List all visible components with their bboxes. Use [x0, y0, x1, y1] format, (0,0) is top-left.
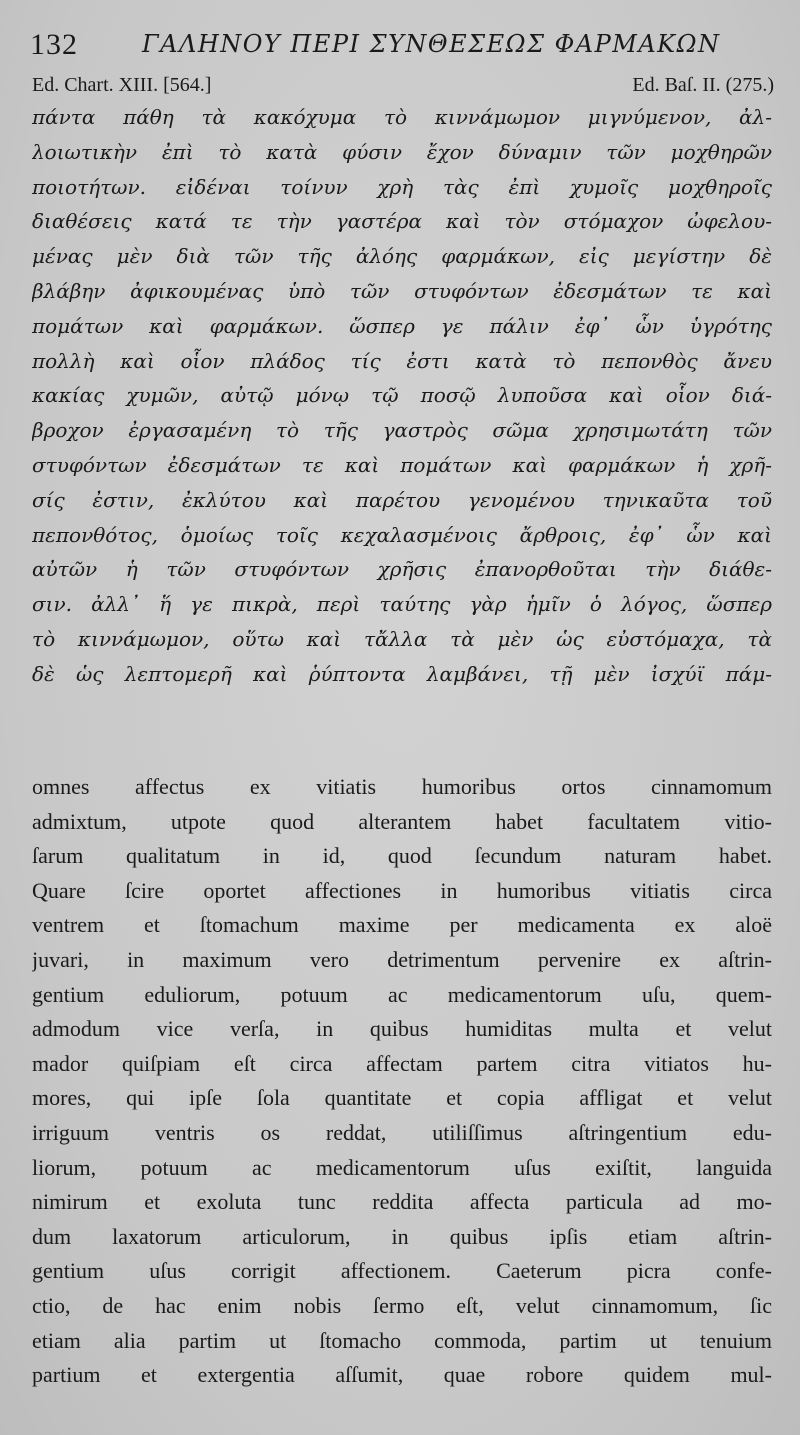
- greek-line: σίς ἐστιν, ἐκλύτου καὶ παρέτου γενομένου τηνικαῦτα τοῦ: [32, 487, 772, 512]
- latin-line: dum laxatorum articulorum, in quibus ipſis etiam aſtrin-: [32, 1223, 772, 1249]
- latin-line: ctio, de hac enim nobis ſermo eſt, velut cinnamomum, ſic: [32, 1292, 772, 1318]
- greek-line: πολλὴ καὶ οἷον πλάδος τίς ἐστι κατὰ τὸ πεπονθὸς ἄνευ: [32, 348, 772, 373]
- latin-line: irriguum ventris os reddat, utiliſſimus aſtringentium edu-: [32, 1119, 772, 1145]
- greek-line: στυφόντων ἐδεσμάτων τε καὶ πομάτων καὶ φαρμάκων ἡ χρῆ-: [32, 452, 772, 477]
- edition-references: [32, 74, 774, 102]
- greek-line: σιν. ἀλλ᾽ ἥ γε πικρὰ, περὶ ταύτης γὰρ ἡμῖν ὁ λόγος, ὥσπερ: [32, 592, 772, 617]
- greek-line: βροχον ἐργασαμένη τὸ τῆς γαστρὸς σῶμα χρησιμωτάτη τῶν: [32, 418, 772, 443]
- greek-line: αὐτῶν ἡ τῶν στυφόντων χρῆσις ἐπανορθοῦται τὴν διάθε-: [32, 557, 772, 582]
- greek-line: μένας μὲν διὰ τῶν τῆς ἀλόης φαρμάκων, εἰς μεγίστην δὲ: [32, 244, 772, 269]
- latin-line: admixtum, utpote quod alterantem habet facultatem vitio-: [32, 808, 772, 834]
- latin-line: mores, qui ipſe ſola quantitate et copia affligat et velut: [32, 1085, 772, 1111]
- latin-line: mador quiſpiam eſt circa affectam partem citra vitiatos hu-: [32, 1050, 772, 1076]
- page-number: 132: [30, 28, 78, 61]
- edition-basel: Ed. Baſ. II. (275.): [632, 74, 774, 96]
- latin-line: partium et extergentia aſſumit, quae robore quidem mul-: [32, 1362, 772, 1388]
- latin-line: nimirum et exoluta tunc reddita affecta particula ad mo-: [32, 1189, 772, 1215]
- running-title: ΓΑΛΗΝΟΥ ΠΕΡΙ ΣΥΝΘΕΣΕΩΣ ΦΑΡΜΑΚΩΝ: [142, 30, 721, 58]
- greek-line: δὲ ὡς λεπτομερῆ καὶ ῥύπτοντα λαμβάνει, τῇ μὲν ἰσχύϊ πάμ-: [32, 661, 772, 686]
- greek-line: κακίας χυμῶν, αὐτῷ μόνῳ τῷ ποσῷ λυποῦσα καὶ οἷον διά-: [32, 383, 772, 408]
- greek-line: διαθέσεις κατά τε τὴν γαστέρα καὶ τὸν στόμαχον ὠφελου-: [32, 209, 772, 234]
- latin-line: liorum, potuum ac medicamentorum uſus exiſtit, languida: [32, 1154, 772, 1180]
- latin-line: ventrem et ſtomachum maxime per medicamenta ex aloë: [32, 912, 772, 938]
- latin-line: juvari, in maximum vero detrimentum pervenire ex aſtrin-: [32, 946, 772, 972]
- latin-line: Quare ſcire oportet affectiones in humoribus vitiatis circa: [32, 877, 772, 903]
- greek-line: πεπονθότος, ὁμοίως τοῖς κεχαλασμένοις ἄρθροις, ἐφ᾽ ὧν καὶ: [32, 522, 772, 547]
- greek-line: πομάτων καὶ φαρμάκων. ὥσπερ γε πάλιν ἐφ᾽ ὧν ὑγρότης: [32, 313, 772, 338]
- latin-text: [32, 770, 772, 1393]
- greek-line: ποιοτήτων. εἰδέναι τοίνυν χρὴ τὰς ἐπὶ χυμοῖς μοχθηροῖς: [32, 174, 772, 199]
- greek-line: τὸ κιννάμωμον, οὕτω καὶ τἄλλα τὰ μὲν ὡς εὐστόμαχα, τὰ: [32, 626, 772, 651]
- greek-line: πάντα πάθη τὰ κακόχυμα τὸ κιννάμωμον μιγνύμενον, ἀλ-: [32, 105, 772, 129]
- latin-line: etiam alia partim ut ſtomacho commoda, partim ut tenuium: [32, 1327, 772, 1353]
- greek-line: λοιωτικὴν ἐπὶ τὸ κατὰ φύσιν ἔχον δύναμιν τῶν μοχθηρῶν: [32, 139, 772, 164]
- latin-line: omnes affectus ex vitiatis humoribus ortos cinnamomum: [32, 774, 772, 799]
- running-head: [30, 28, 770, 68]
- greek-text: [32, 100, 772, 692]
- latin-line: ſarum qualitatum in id, quod ſecundum naturam habet.: [32, 843, 772, 869]
- latin-line: gentium uſus corrigit affectionem. Caeterum picra confe-: [32, 1258, 772, 1284]
- latin-line: gentium eduliorum, potuum ac medicamentorum uſu, quem-: [32, 981, 772, 1007]
- edition-chartier: Ed. Chart. XIII. [564.]: [32, 74, 212, 96]
- greek-line: βλάβην ἀφικουμένας ὑπὸ τῶν στυφόντων ἐδεσμάτων τε καὶ: [32, 278, 772, 303]
- latin-line: admodum vice verſa, in quibus humiditas multa et velut: [32, 1016, 772, 1042]
